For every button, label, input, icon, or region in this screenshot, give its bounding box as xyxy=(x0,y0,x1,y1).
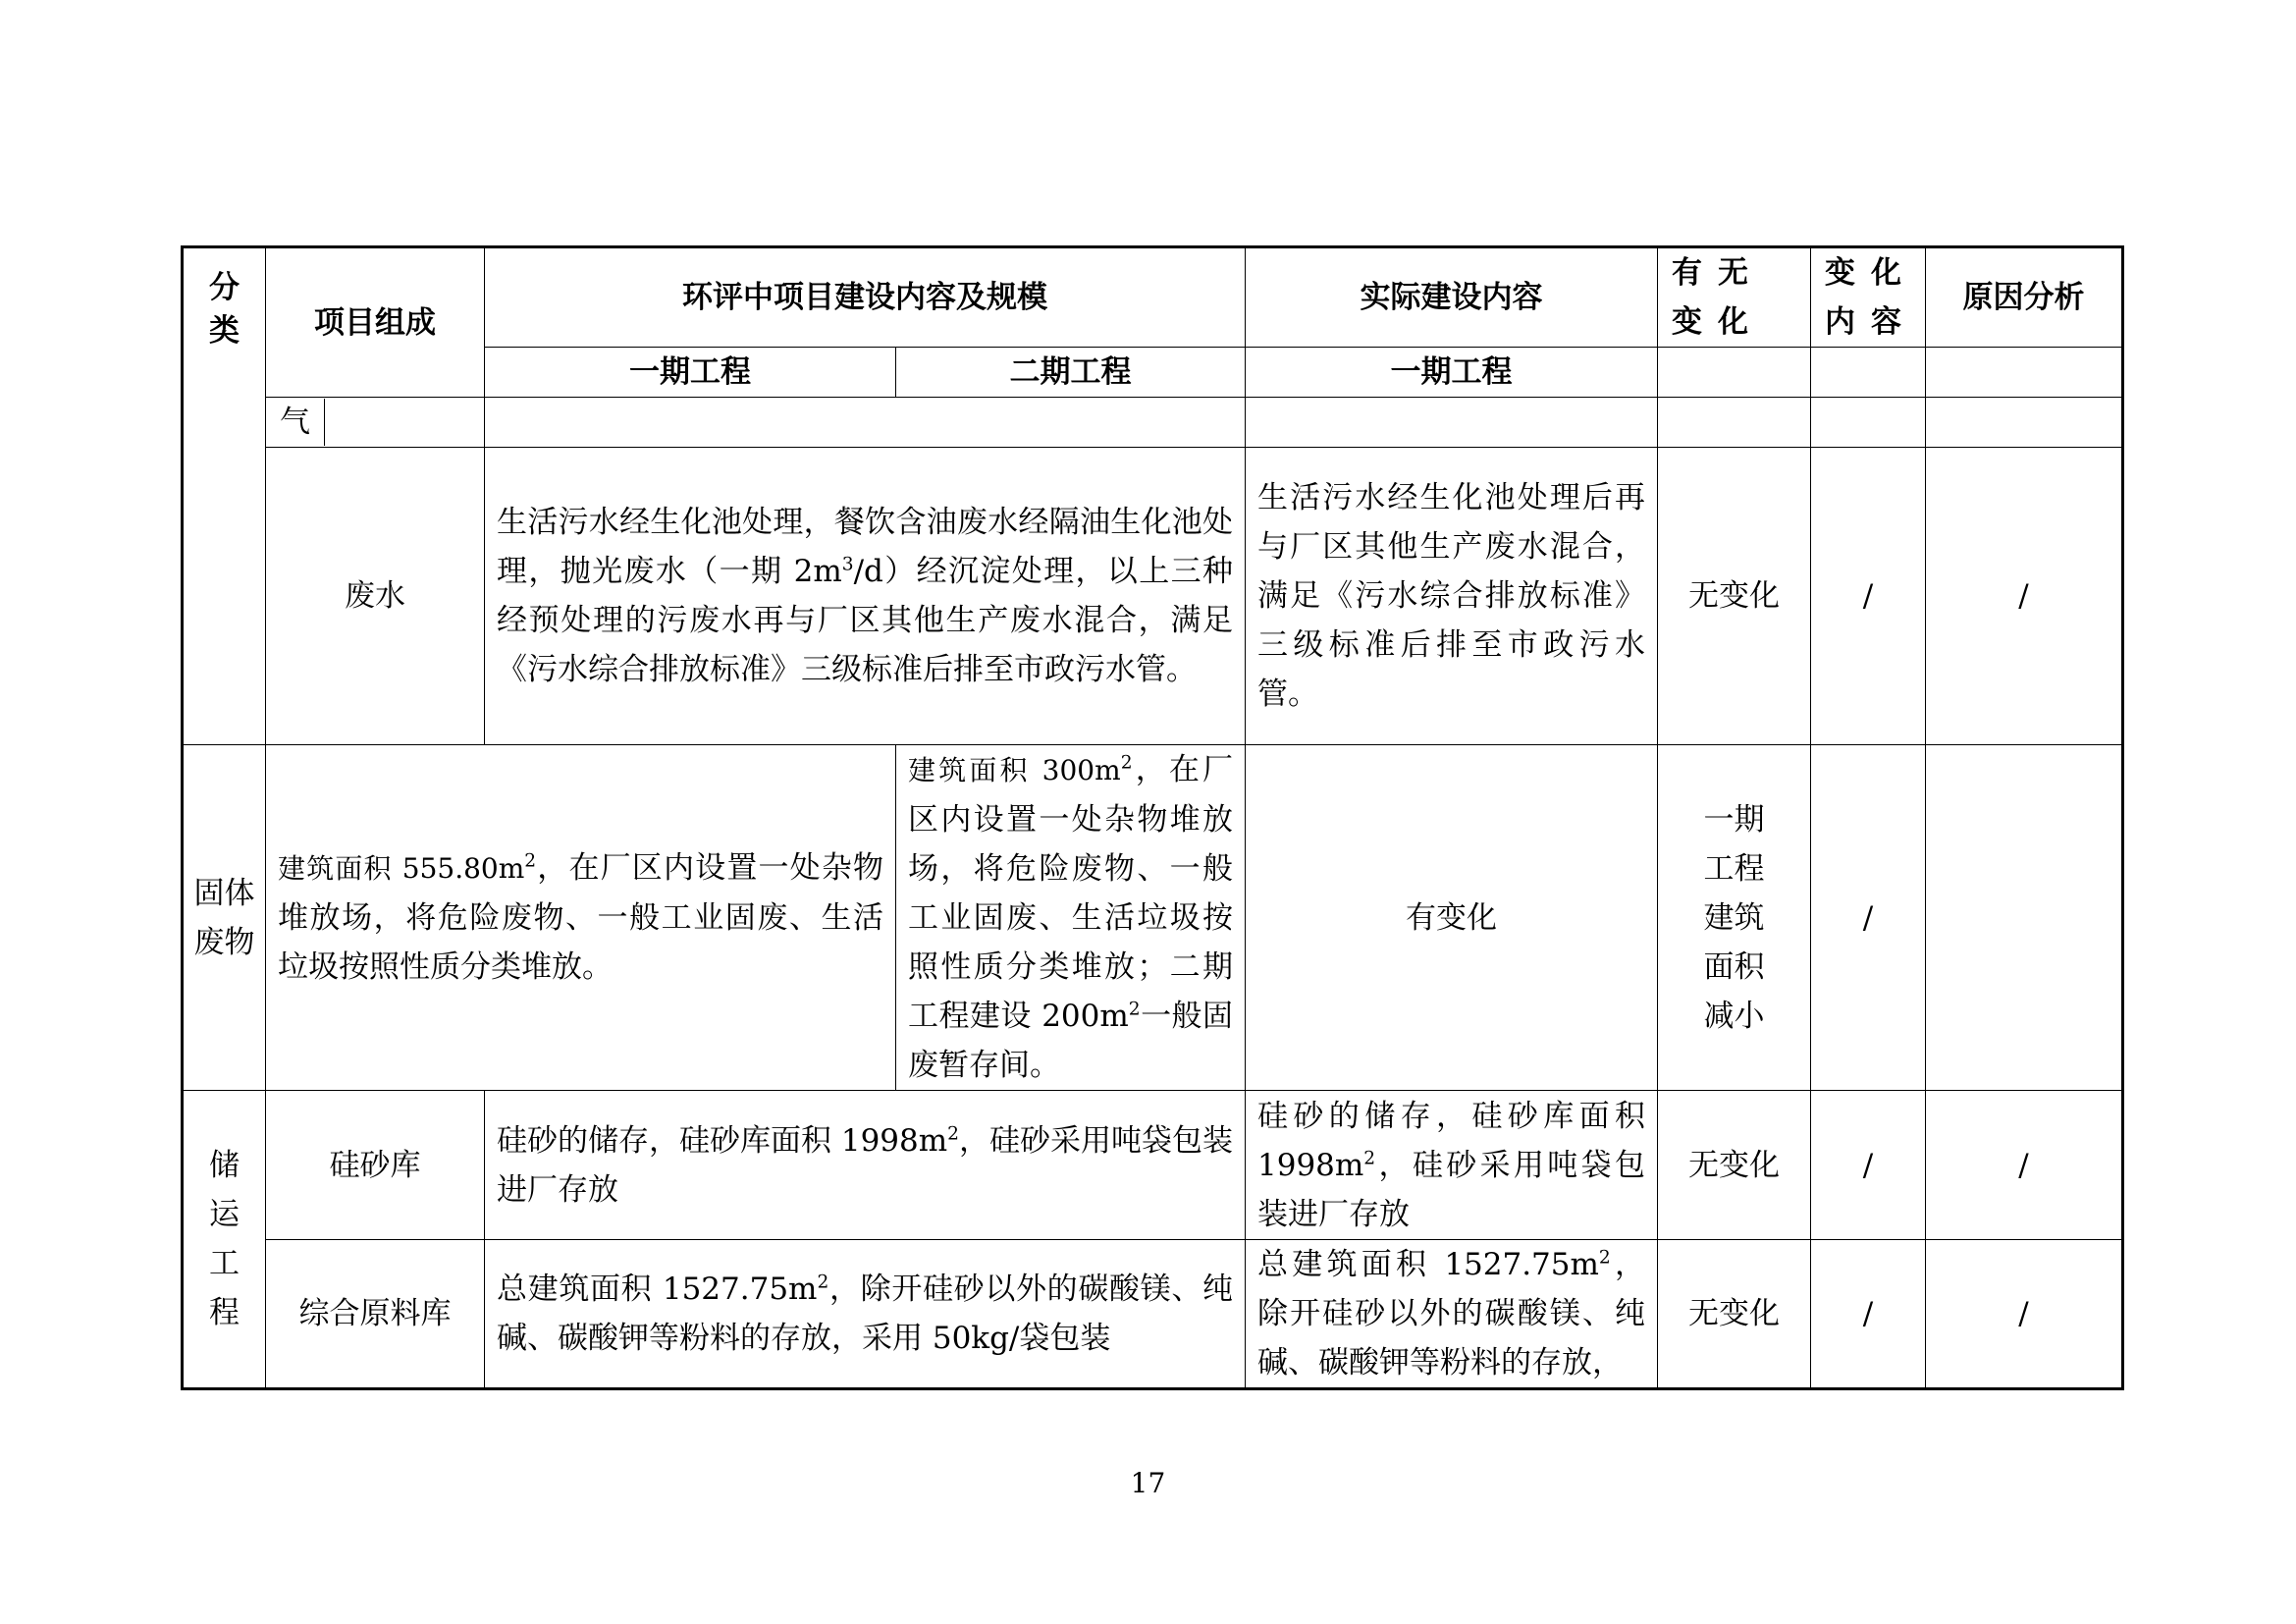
row-actual-content: 生活污水经生化池处理后再与厂区其他生产废水混合，满足《污水综合排放标准》三级标准后排至市政污水管。 xyxy=(1246,448,1658,745)
header-phase2: 二期工程 xyxy=(896,348,1246,398)
row-eia-content xyxy=(266,745,896,1091)
eia-sup: 2 xyxy=(524,850,537,872)
row-reason: / xyxy=(1926,1091,2123,1240)
row-has-change: 有变化 xyxy=(1246,745,1658,1091)
actual-sup: 2 xyxy=(1598,1247,1611,1269)
eia-text-b: ，硅砂采用吨袋包装进厂存放 xyxy=(497,1122,1233,1208)
actual-text-b: ，硅砂采用吨袋包装进厂存放 xyxy=(1257,1147,1645,1232)
row-change-content: / xyxy=(1811,1240,1926,1389)
actual-text-a: 总建筑面积 1527.75m xyxy=(1257,1247,1599,1282)
row-actual-content xyxy=(1246,1240,1658,1389)
header-category-text: 分类 xyxy=(209,270,240,349)
actual-text-a: 建筑面积 300m xyxy=(908,754,1121,786)
gas-content-blank xyxy=(1811,398,1926,448)
eia-sup: 2 xyxy=(817,1272,829,1293)
row-reason: / xyxy=(1926,1240,2123,1389)
table-row xyxy=(183,1240,2123,1389)
header-blank-1 xyxy=(1658,348,1811,398)
table-row xyxy=(183,448,2123,745)
actual-sup-2: 2 xyxy=(1128,999,1141,1020)
header-blank-2 xyxy=(1811,348,1926,398)
table-row xyxy=(183,745,2123,1091)
header-phase1: 一期工程 xyxy=(485,348,896,398)
row-eia-content xyxy=(485,1240,1246,1389)
row-has-change: 无变化 xyxy=(1658,448,1811,745)
eia-text-b: ，除开硅砂以外的碳酸镁、纯碱、碳酸钾等粉料的存放，采用 50kg/袋包装 xyxy=(497,1272,1234,1356)
actual-sup: 2 xyxy=(1363,1148,1376,1169)
eia-text-a: 生活污水经生化池处理，餐饮含油废水经隔油生化池处理，抛光废水（一期 2m xyxy=(497,505,1233,589)
row-actual-content xyxy=(896,745,1246,1091)
header-actual: 实际建设内容 xyxy=(1246,247,1658,348)
actual-text-c: 一般固废暂存间。 xyxy=(908,999,1234,1083)
table-row xyxy=(183,1091,2123,1240)
header-change-content xyxy=(1811,247,1926,348)
header-blank-3 xyxy=(1926,348,2123,398)
category-storage xyxy=(183,1091,266,1389)
header-reason: 原因分析 xyxy=(1926,247,2123,348)
header-category xyxy=(183,247,266,745)
gas-eia-blank xyxy=(485,398,1246,448)
row-actual-content xyxy=(1246,1091,1658,1240)
comparison-table xyxy=(181,245,2124,1390)
header-has-change xyxy=(1658,247,1811,348)
row-item: 废水 xyxy=(266,448,485,745)
gas-change-blank xyxy=(1658,398,1811,448)
row-has-change: 无变化 xyxy=(1658,1240,1811,1389)
header-has-change-text: 有无变化 xyxy=(1672,255,1764,340)
row-change-content: / xyxy=(1811,1091,1926,1240)
eia-text-b: /d）经沉淀处理，以上三种经预处理的污废水再与厂区其他生产废水混合，满足《污水综合排放标准》三级标准后排至市政污水管。 xyxy=(497,554,1233,687)
eia-text-a: 硅砂的储存，硅砂库面积 1998m xyxy=(497,1122,948,1159)
page-number: 17 xyxy=(1130,1467,1166,1499)
eia-text-a: 总建筑面积 1527.75m xyxy=(497,1272,818,1307)
actual-text-b: ，除开硅砂以外的碳酸镁、纯碱、碳酸钾等粉料的存放， xyxy=(1257,1247,1645,1380)
row-reason: / xyxy=(1811,745,1926,1091)
row-eia-content xyxy=(485,1091,1246,1240)
gas-actual-blank xyxy=(1246,398,1658,448)
gas-reason-blank xyxy=(1926,398,2123,448)
header-eia-scope: 环评中项目建设内容及规模 xyxy=(485,247,1246,348)
change-content-text: 一期工程建筑面积减小 xyxy=(1703,801,1765,1034)
eia-sup: 3 xyxy=(841,554,854,575)
eia-text-a: 建筑面积 555.80m xyxy=(278,852,525,885)
row-reason: / xyxy=(1926,448,2123,745)
row-change-content: / xyxy=(1811,448,1926,745)
header-change-content-text: 变化内容 xyxy=(1825,255,1917,340)
eia-text-b: ，在厂区内设置一处杂物堆放场，将危险废物、一般工业固废、生活垃圾按照性质分类堆放。 xyxy=(278,850,883,985)
gas-label: 气 xyxy=(266,399,325,446)
row-has-change: 无变化 xyxy=(1658,1091,1811,1240)
category-storage-text: 储运工程 xyxy=(209,1148,240,1330)
row-change-content xyxy=(1658,745,1811,1091)
row-eia-content xyxy=(485,448,1246,745)
header-actual-phase1: 一期工程 xyxy=(1246,348,1658,398)
actual-text-a: 硅砂的储存，硅砂库面积 1998m xyxy=(1257,1098,1645,1183)
header-project: 项目组成 xyxy=(266,247,485,398)
actual-text-b: ，在厂区内设置一处杂物堆放场，将危险废物、一般工业固废、生活垃圾按照性质分类堆放；二期工程建设 200m xyxy=(908,752,1233,1034)
gas-cell xyxy=(266,398,485,448)
row-item: 固体废物 xyxy=(183,745,266,1091)
eia-sup: 2 xyxy=(947,1123,959,1145)
actual-sup: 2 xyxy=(1120,752,1133,774)
row-item: 硅砂库 xyxy=(266,1091,485,1240)
row-item: 综合原料库 xyxy=(266,1240,485,1389)
